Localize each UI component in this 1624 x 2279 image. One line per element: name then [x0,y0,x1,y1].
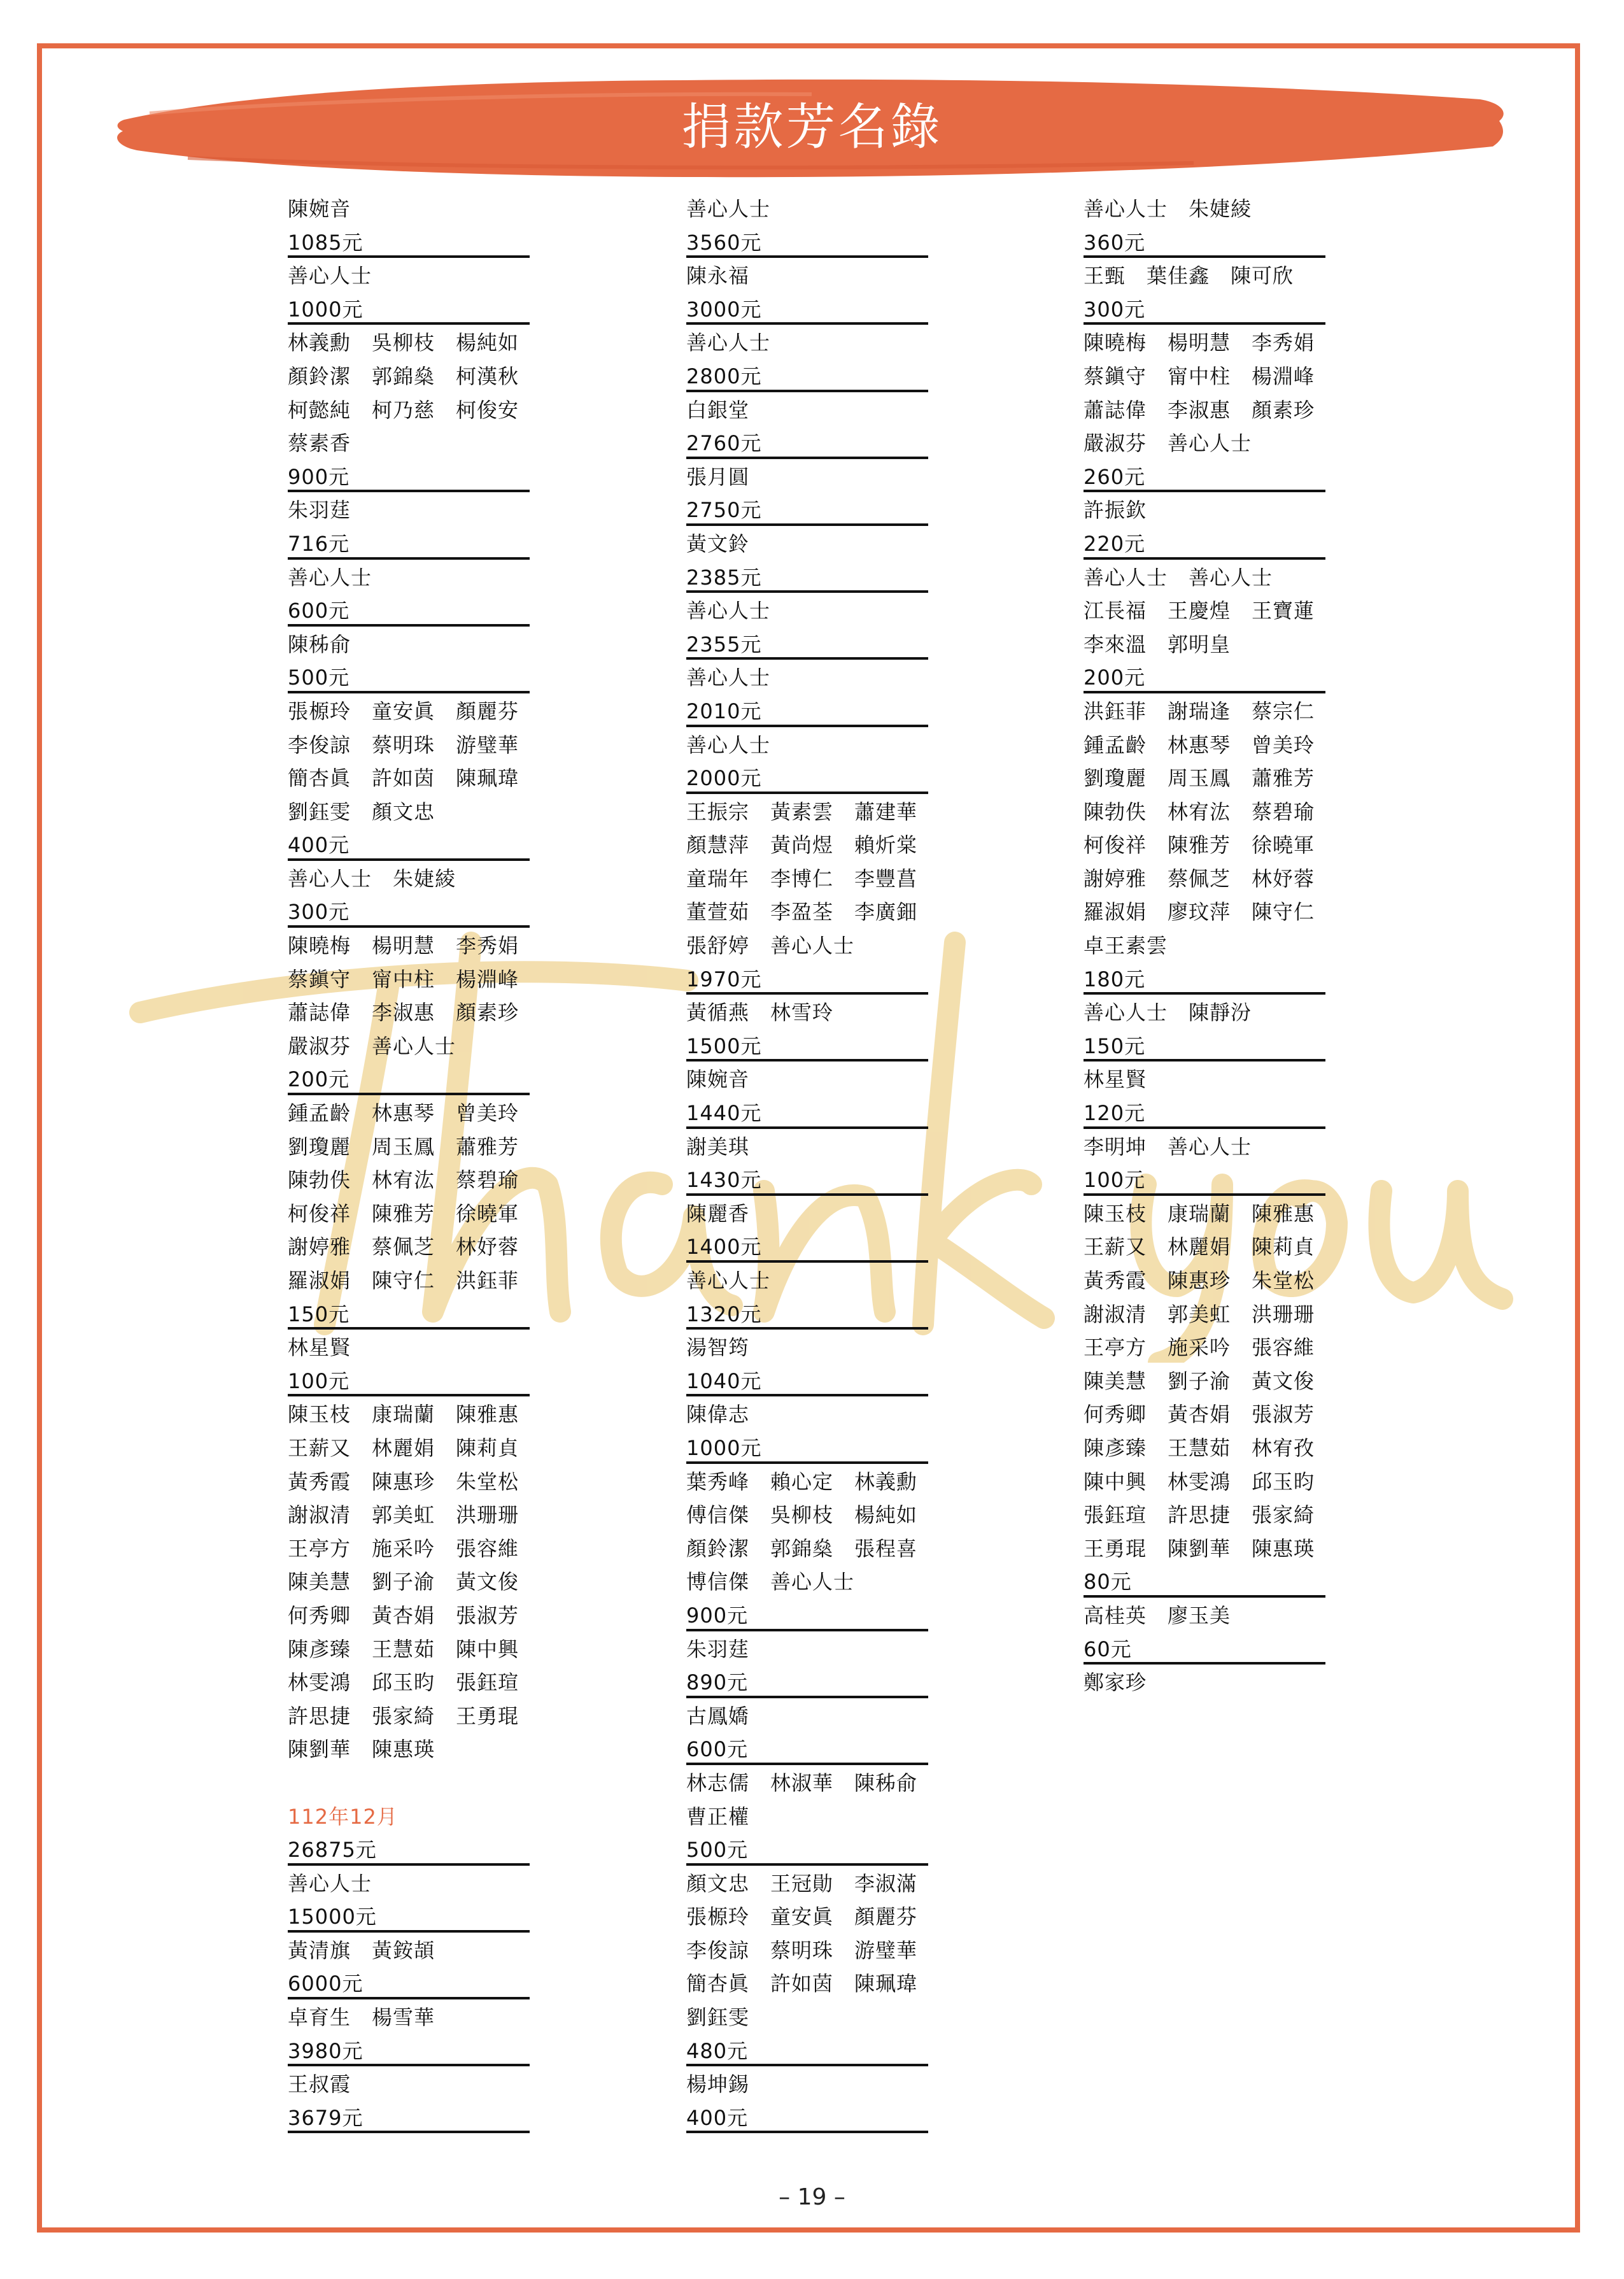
donor-names: 善心人士 陳靜汾 [1084,1000,1252,1025]
donor-names: 善心人士 善心人士 [1084,565,1273,590]
donor-names: 柯懿純 柯乃慈 柯俊安 [288,397,519,422]
donor-names: 蕭誌偉 李淑惠 顏素珍 [288,1000,519,1025]
donation-amount: 1970元 [686,962,928,995]
donor-names: 王叔霞 [288,2072,351,2097]
donor-names: 何秀卿 黃杏娟 張淑芳 [288,1603,519,1628]
donation-amount: 2750元 [686,492,928,526]
donation-amount: 300元 [288,894,530,928]
donor-names: 劉鈺雯 [686,2005,750,2030]
donor-names: 王亭方 施采吟 張容維 [1084,1335,1315,1360]
donor-names: 林星賢 [1084,1067,1147,1092]
donation-amount: 200元 [1084,660,1325,693]
donation-amount: 480元 [686,2033,928,2067]
donor-names: 林義勳 吳柳枝 楊純如 [288,330,519,355]
donor-names: 陳麗香 [686,1201,750,1226]
donation-amount: 220元 [1084,526,1325,560]
donor-names: 陳劉華 陳惠瑛 [288,1737,435,1762]
donor-names: 朱羽莛 [288,498,351,523]
donor-names: 張鈺瑄 許思捷 張家綺 [1084,1503,1315,1528]
donor-names: 李明坤 善心人士 [1084,1134,1252,1159]
donor-names: 王振宗 黃素雲 蕭建華 [686,799,918,824]
donor-names: 善心人士 朱婕綾 [1084,197,1252,221]
donor-names: 博信傑 善心人士 [686,1570,855,1594]
donor-names: 黃文鈴 [686,531,750,556]
donation-amount: 80元 [1084,1564,1325,1598]
donor-names: 蔡素香 [288,431,351,456]
donor-column-1 [288,191,530,2133]
donor-names: 鄭家珍 [1084,1670,1147,1695]
donor-names: 林星賢 [288,1335,351,1360]
donor-names: 王勇琨 陳劉華 陳惠瑛 [1084,1536,1315,1561]
donor-names: 陳玉枝 康瑞蘭 陳雅惠 [288,1402,519,1427]
donor-names: 王薪又 林麗娟 陳莉貞 [288,1435,519,1460]
donor-column-3 [1084,191,1325,1698]
donor-names: 湯智筠 [686,1335,750,1360]
donor-names: 謝美琪 [686,1134,750,1159]
donor-names: 何秀卿 黃杏娟 張淑芳 [1084,1402,1315,1427]
donor-names: 黃清旗 黃銨頡 [288,1938,435,1963]
donor-names: 張榞玲 童安眞 顏麗芬 [288,699,519,723]
donor-column-2 [686,191,928,2133]
donor-names: 謝婷雅 蔡佩芝 林妤蓉 [1084,866,1315,891]
donation-amount: 2010元 [686,693,928,727]
donor-names: 蕭誌偉 李淑惠 顏素珍 [1084,397,1315,422]
donor-names: 王甄 葉佳鑫 陳可欣 [1084,264,1294,288]
donor-names: 柯俊祥 陳雅芳 徐曉軍 [288,1201,519,1226]
donation-amount: 900元 [686,1598,928,1631]
donation-amount: 1500元 [686,1028,928,1062]
donor-names: 許思捷 張家綺 王勇琨 [288,1703,519,1728]
donor-names: 朱羽莛 [686,1636,750,1661]
donor-names: 古鳳嬌 [686,1703,750,1728]
donation-amount: 716元 [288,526,530,560]
donor-names: 許振欽 [1084,498,1147,523]
donor-names: 顏鈴潔 郭錦燊 張程喜 [686,1536,918,1561]
donor-names: 高桂英 廖玉美 [1084,1603,1231,1628]
donor-names: 簡杏眞 許如茵 陳珮瑋 [686,1971,918,1996]
donor-names: 善心人士 [686,330,771,355]
donor-names: 陳勃佚 林宥汯 蔡碧瑜 [1084,799,1315,824]
donor-names: 黃秀霞 陳惠珍 朱堂松 [1084,1268,1315,1293]
donor-names: 楊坤錫 [686,2072,750,2097]
donation-amount: 120元 [1084,1095,1325,1129]
donation-amount: 180元 [1084,962,1325,995]
donation-amount: 2000元 [686,760,928,794]
donor-names: 陳彥臻 王慧茹 陳中興 [288,1636,519,1661]
donor-names: 陳彥臻 王慧茹 林宥孜 [1084,1435,1315,1460]
donation-amount: 6000元 [288,1966,530,1999]
donor-names: 卓王素雲 [1084,934,1168,958]
donor-names: 陳玉枝 康瑞蘭 陳雅惠 [1084,1201,1315,1226]
donor-names: 陳永福 [686,264,750,288]
donor-names: 鍾孟齡 林惠琴 曾美玲 [1084,732,1315,757]
donor-names: 葉秀峰 賴心定 林義勳 [686,1469,918,1494]
donation-amount: 200元 [288,1061,530,1095]
donation-amount: 3560元 [686,225,928,259]
donation-amount: 400元 [686,2100,928,2134]
donation-amount: 600元 [686,1731,928,1765]
donor-names: 善心人士 [686,197,771,221]
donor-names: 張舒婷 善心人士 [686,934,855,958]
donor-names: 卓育生 楊雪華 [288,2005,435,2030]
donor-names: 謝婷雅 蔡佩芝 林妤蓉 [288,1235,519,1260]
donor-names: 謝淑清 郭美虹 洪珊珊 [1084,1302,1315,1326]
spacer-row [288,1765,530,1799]
section-date-heading: 112年12月 [288,1804,398,1829]
donor-names: 張月圓 [686,464,750,489]
donation-amount: 2760元 [686,425,928,459]
donation-amount: 150元 [288,1296,530,1330]
page-title: 捐款芳名錄 [681,99,943,156]
donor-names: 謝淑清 郭美虹 洪珊珊 [288,1503,519,1528]
donor-names: 陳曉梅 楊明慧 李秀娟 [1084,330,1315,355]
donation-amount: 890元 [686,1665,928,1698]
donor-names: 李俊諒 蔡明珠 游璧華 [686,1938,918,1963]
donor-names: 陳秭俞 [288,632,351,657]
donor-names: 黃秀霞 陳惠珍 朱堂松 [288,1469,519,1494]
donation-amount: 2800元 [686,359,928,392]
donor-names: 江長福 王慶煌 王寶蓮 [1084,599,1315,623]
donation-amount: 600元 [288,593,530,627]
donor-names: 劉鈺雯 顏文忠 [288,799,435,824]
donor-names: 李來溫 郭明皇 [1084,632,1231,657]
donor-names: 陳曉梅 楊明慧 李秀娟 [288,934,519,958]
donor-names: 陳美慧 劉子渝 黃文俊 [1084,1368,1315,1393]
donation-amount: 1040元 [686,1363,928,1397]
donor-names: 童瑞年 李博仁 李豐菖 [686,866,918,891]
donor-names: 陳中興 林雯鴻 邱玉昀 [1084,1469,1315,1494]
donation-amount: 15000元 [288,1899,530,1933]
donation-amount: 3000元 [686,292,928,325]
donor-names: 善心人士 [288,565,372,590]
donor-names: 王亭方 施采吟 張容維 [288,1536,519,1561]
donor-names: 李俊諒 蔡明珠 游璧華 [288,732,519,757]
donation-amount: 26875元 [288,1832,530,1866]
donor-names: 羅淑娟 陳守仁 洪鈺菲 [288,1268,519,1293]
donation-amount: 500元 [686,1832,928,1866]
donation-amount: 1085元 [288,225,530,259]
donation-amount: 500元 [288,660,530,693]
donor-names: 善心人士 [288,264,372,288]
donor-names: 王薪又 林麗娟 陳莉貞 [1084,1235,1315,1260]
donor-names: 善心人士 [686,732,771,757]
donor-names: 劉瓊麗 周玉鳳 蕭雅芳 [288,1134,519,1159]
donation-amount: 1430元 [686,1162,928,1196]
donor-names: 張榞玲 童安眞 顏麗芬 [686,1905,918,1929]
donor-names: 蔡鎭守 甯中柱 楊淵峰 [288,967,519,991]
donor-names: 傅信傑 吳柳枝 楊純如 [686,1503,918,1528]
donor-names: 善心人士 [288,1871,372,1896]
donation-amount: 400元 [288,827,530,861]
donation-amount: 1440元 [686,1095,928,1129]
donation-amount: 3980元 [288,2033,530,2067]
donor-names: 顏文忠 王冠勛 李淑滿 [686,1871,918,1896]
donation-amount: 1000元 [686,1430,928,1464]
donation-amount: 60元 [1084,1631,1325,1665]
donor-names: 劉瓊麗 周玉鳳 蕭雅芳 [1084,766,1315,791]
donation-amount: 1400元 [686,1229,928,1263]
donation-amount: 2355元 [686,627,928,660]
donor-names: 善心人士 [686,1268,771,1293]
donation-amount: 1000元 [288,292,530,325]
donor-names: 洪鈺菲 謝瑞逢 蔡宗仁 [1084,699,1315,723]
donation-amount: 100元 [1084,1162,1325,1196]
donor-names: 羅淑娟 廖玟萍 陳守仁 [1084,900,1315,925]
donation-amount: 3679元 [288,2100,530,2134]
donor-names: 林雯鴻 邱玉昀 張鈺瑄 [288,1670,519,1695]
donation-amount: 260元 [1084,459,1325,493]
donation-amount: 900元 [288,459,530,493]
donor-names: 陳婉音 [288,197,351,221]
donation-amount: 1320元 [686,1296,928,1330]
donor-names: 曹正權 [686,1804,750,1829]
donor-names: 顏鈴潔 郭錦燊 柯漢秋 [288,364,519,388]
donation-amount: 2385元 [686,560,928,593]
donor-names: 林志儒 林淑華 陳秭俞 [686,1770,918,1795]
donor-names: 鍾孟齡 林惠琴 曾美玲 [288,1101,519,1126]
donor-names: 柯俊祥 陳雅芳 徐曉軍 [1084,833,1315,858]
donor-names: 陳勃佚 林宥汯 蔡碧瑜 [288,1168,519,1193]
donor-names: 陳婉音 [686,1067,750,1092]
donation-amount: 360元 [1084,225,1325,259]
donor-names: 白銀堂 [686,397,750,422]
donor-names: 黃循燕 林雪玲 [686,1000,834,1025]
donor-names: 善心人士 [686,599,771,623]
donation-amount: 300元 [1084,292,1325,325]
donor-names: 善心人士 [686,665,771,690]
donation-amount: 150元 [1084,1028,1325,1062]
donor-names: 陳美慧 劉子渝 黃文俊 [288,1570,519,1594]
donor-names: 陳偉志 [686,1402,750,1427]
page-number: – 19 – [779,2184,845,2210]
donor-names: 董萱茹 李盈荃 李廣鈿 [686,900,918,925]
donor-names: 簡杏眞 許如茵 陳珮瑋 [288,766,519,791]
donor-names: 嚴淑芬 善心人士 [1084,431,1252,456]
donor-names: 顏慧萍 黃尚煜 賴炘棠 [686,833,918,858]
donor-names: 蔡鎭守 甯中柱 楊淵峰 [1084,364,1315,388]
donation-amount: 100元 [288,1363,530,1397]
donor-names: 善心人士 朱婕綾 [288,866,456,891]
donor-names: 嚴淑芬 善心人士 [288,1033,456,1058]
